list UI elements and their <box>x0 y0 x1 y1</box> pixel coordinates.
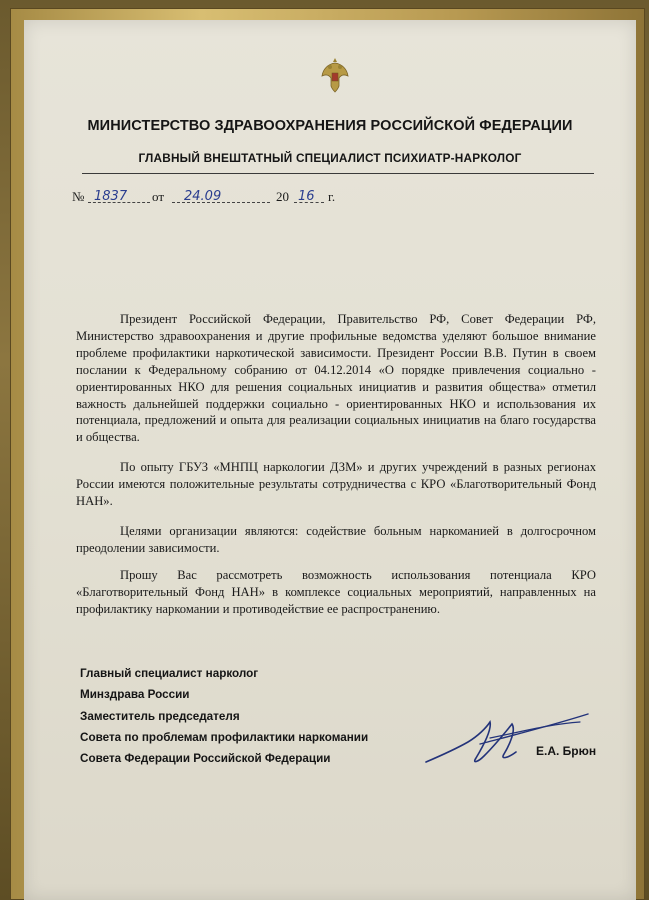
handwritten-date: 24.09 <box>184 189 222 204</box>
signatory-name: Е.А. Брюн <box>536 744 597 758</box>
handwritten-year: 16 <box>298 189 315 204</box>
document-page <box>24 20 636 900</box>
reference-line <box>72 186 392 208</box>
signatory-line-2: Минздрава России <box>80 688 190 702</box>
signatory-line-4: Совета по проблемам профилактики наркомании <box>80 730 369 744</box>
number-prefix: № <box>72 189 85 204</box>
header-divider <box>82 173 594 174</box>
paragraph-1: Президент Российской Федерации, Правительство РФ, Совет Федерации РФ, Министерство здравоохранения и другие профильные ведомства уделяют большое внимание проблеме профилактики наркотической зависимости. Президент России В.В. Путин в своем послании к Федеральному собранию от 04.12.2014 «О порядке привлечения социально - ориентированных НКО для решения социальных инициатив и развития общества» отметил важность дальнейшей поддержки социально - ориентированных НКО и использования их потенциала, предложений и опыта для реализации социальных инициатив на благо государства и общества. <box>76 312 596 445</box>
paragraph-4: Прошу Вас рассмотреть возможность использования потенциала КРО «Благотворительный Фонд НАН» в комплексе социальных мероприятий, направленных на профилактику наркомании и противодействие ее распространению. <box>76 567 596 616</box>
paragraph-3: Целями организации являются: содействие больным наркоманией в долгосрочном преодолении зависимости. <box>76 523 596 555</box>
year-suffix: г. <box>328 189 336 204</box>
letter-body <box>76 311 596 631</box>
signatory-block <box>80 663 368 769</box>
position-title: ГЛАВНЫЙ ВНЕШТАТНЫЙ СПЕЦИАЛИСТ ПСИХИАТР-НАРКОЛОГ <box>138 151 522 165</box>
signatory-line-1: Главный специалист нарколог <box>80 667 259 680</box>
year-prefix: 20 <box>276 189 289 204</box>
ministry-title: МИНИСТЕРСТВО ЗДРАВООХРАНЕНИЯ РОССИЙСКОЙ ФЕДЕРАЦИИ <box>87 118 573 134</box>
coat-of-arms-emblem <box>320 56 350 96</box>
from-label: от <box>152 189 165 204</box>
handwritten-signature <box>420 700 590 780</box>
signatory-line-5: Совета Федерации Российской Федерации <box>80 752 331 766</box>
handwritten-number: 1837 <box>94 189 128 204</box>
paragraph-2: По опыту ГБУЗ «МНПЦ наркологии ДЗМ» и других учреждений в разных регионах России имеются положительные результаты сотрудничества с КРО «Благотворительный Фонд НАН». <box>76 460 596 509</box>
signatory-line-3: Заместитель председателя <box>80 709 240 723</box>
